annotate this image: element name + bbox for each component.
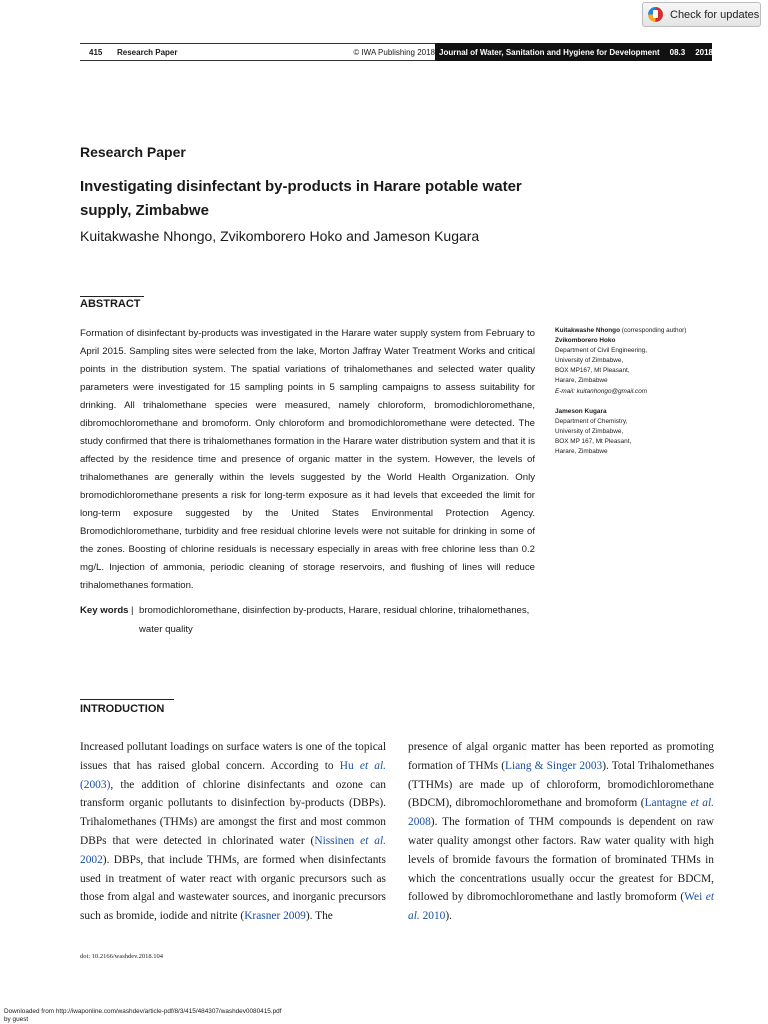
- intro-text: , the addition of chlorine disinfectants and ozone can transform organic pollutants to disinfection by-products (DBPs). Trihalomethanes (THMs) are amongst the first and most common DBPs that were detected in chlorinated water (: [80, 778, 386, 847]
- crossmark-icon: [648, 7, 663, 22]
- introduction-heading: INTRODUCTION: [80, 703, 165, 715]
- publisher-copyright: © IWA Publishing 2018: [353, 48, 435, 57]
- paper-title: Investigating disinfectant by-products in Harare potable water supply, Zimbabwe: [80, 178, 522, 219]
- keywords-text: bromodichloromethane, disinfection by-products, Harare, residual chlorine, trihalomethanes, water quality: [139, 605, 530, 635]
- author-affiliations: [555, 326, 730, 457]
- affiliation-line: [555, 326, 730, 336]
- affiliation-author-1: Kuitakwashe Nhongo: [555, 327, 620, 334]
- download-by: by guest: [4, 1016, 29, 1023]
- intro-text: ).: [445, 910, 453, 923]
- running-head: [80, 43, 712, 61]
- affiliation-box-2: BOX MP 167, Mt Pleasant,: [555, 437, 632, 445]
- page-number: 415: [89, 48, 103, 57]
- citation-author: Lantagne: [644, 797, 691, 810]
- affiliation-author-2: Zvikomborero Hoko: [555, 337, 616, 345]
- affiliation-univ-1: University of Zimbabwe,: [555, 357, 624, 365]
- email-label: E-mail:: [555, 387, 577, 395]
- affiliation-city-2: Harare, Zimbabwe: [555, 448, 608, 456]
- citation-author: Wei: [684, 891, 706, 904]
- citation-year: (2003): [80, 778, 111, 791]
- journal-box: [435, 43, 712, 61]
- abstract-text: Formation of disinfectant by-products was investigated in the Harare water supply system from February to April 2015. Sampling sites were selected from the lake, Morton Jaffray Water Treatment Works and critical points in the distribution system. The spatial variations of trihalomethanes and selected water quality parameters were investigated for 15 sampling points in 5 sampling campaigns to assess suitability for drinking. All trihalomethane species were measured, namely chloroform, bromodichloromethane, dibromochloromethane and bromoform. Only chloroform and bromodichloromethane were detected. The study confirmed that there is trihalomethanes formation in the Harare water distribution system and that it is affected by the residence time and presence of organic matter in the system. However, the levels of trihalomethanes are generally within the levels suggested by the World Health Organization. Only bromodichloromethane presents a risk for long-term exposure as it had levels that exceeded the limit for long-term exposure suggested by the United States Environmental Protection Agency. Bromodichloromethane, turbidity and free residual chlorine levels were not suitable for drinking in some of the zones. Boosting of chlorine residuals is necessary especially in areas with free chlorine less than 0.2 mg/L. Injection of ammonia, periodic cleaning of storage reservoirs, and flushing of lines will reduce trihalomethanes formation.: [80, 328, 535, 591]
- running-head-kind: Research Paper: [117, 48, 178, 57]
- citation-year: 2002: [80, 853, 103, 866]
- author-list: Kuitakwashe Nhongo, Zvikomborero Hoko and Jameson Kugara: [80, 228, 480, 244]
- intro-text: ). The: [305, 910, 333, 923]
- intro-text: ). Total Trihalomethanes (TTHMs) are made up of chloroform, bromodichloromethane (BDCM), dibromochloromethane and bromoform (: [408, 759, 715, 810]
- journal-name: Journal of Water, Sanitation and Hygiene for Development: [439, 47, 660, 57]
- citation-year: 2008: [408, 816, 431, 829]
- citation-et-al: et al.: [360, 834, 387, 847]
- citation-year: 2010: [419, 910, 446, 923]
- affiliation-box-1: BOX MP167, Mt Pleasant,: [555, 367, 630, 375]
- affiliation-email: [555, 387, 730, 397]
- intro-text: Increased pollutant loadings on surface waters is one of the topical issues that has raised global concern. According to: [80, 741, 386, 772]
- intro-column-left: [80, 738, 386, 926]
- download-url: Downloaded from http://iwaponline.com/washdev/article-pdf/8/3/415/484307/washdev0080415.pdf: [4, 1008, 282, 1015]
- citation-krasner-2009[interactable]: Krasner 2009: [244, 910, 306, 923]
- corresponding-author-note: (corresponding author): [619, 327, 687, 334]
- intro-column-right: [408, 738, 714, 926]
- doi[interactable]: doi: 10.2166/washdev.2018.104: [80, 953, 163, 960]
- citation-et-al: et al.: [690, 797, 714, 810]
- citation-et-al: et al.: [408, 891, 714, 923]
- intro-text: ). DBPs, that include THMs, are formed when disinfectants used in treatment of water react with organic precursors such as those from algal and wastewater sources, and inorganic precursors such as bromide, iodide and nitrite (: [80, 853, 386, 923]
- affiliation-city-1: Harare, Zimbabwe: [555, 377, 608, 385]
- citation-author: Nissinen: [314, 834, 361, 847]
- download-notice: [4, 1008, 281, 1024]
- abstract-rule: [80, 296, 144, 297]
- paper-type: Research Paper: [80, 144, 186, 160]
- introduction-rule: [80, 699, 174, 700]
- email-address: kuitanhongo@gmail.com: [576, 387, 648, 395]
- check-for-updates-button[interactable]: [642, 2, 761, 27]
- abstract-heading: ABSTRACT: [80, 298, 141, 310]
- journal-volume: 08.3: [669, 47, 686, 57]
- affiliation-univ-2: University of Zimbabwe,: [555, 427, 624, 435]
- citation-liang-singer-2003[interactable]: Liang & Singer 2003: [505, 759, 603, 772]
- keywords-label: Key words: [80, 605, 129, 616]
- keywords-divider: |: [131, 605, 134, 616]
- citation-et-al: et al.: [359, 759, 386, 772]
- intro-text: presence of algal organic matter has been reported as promoting formation of THMs (: [408, 741, 714, 772]
- intro-text: ). The formation of THM compounds is dependent on raw water quality amongst other factors. Raw water quality with high levels of bromide favours the formation of brominated THMs in which the concentrations usually occur the greatest for BDCM, followed by dibromochloromethane and lastly bromoform (: [408, 816, 714, 904]
- affiliation-dept-2: Department of Chemistry,: [555, 417, 628, 425]
- check-for-updates-label: Check for updates: [670, 8, 760, 21]
- affiliation-author-3: Jameson Kugara: [555, 407, 607, 415]
- affiliation-dept-1: Department of Civil Engineering,: [555, 347, 647, 355]
- citation-author: Hu: [339, 759, 360, 772]
- journal-year: 2018: [695, 47, 713, 57]
